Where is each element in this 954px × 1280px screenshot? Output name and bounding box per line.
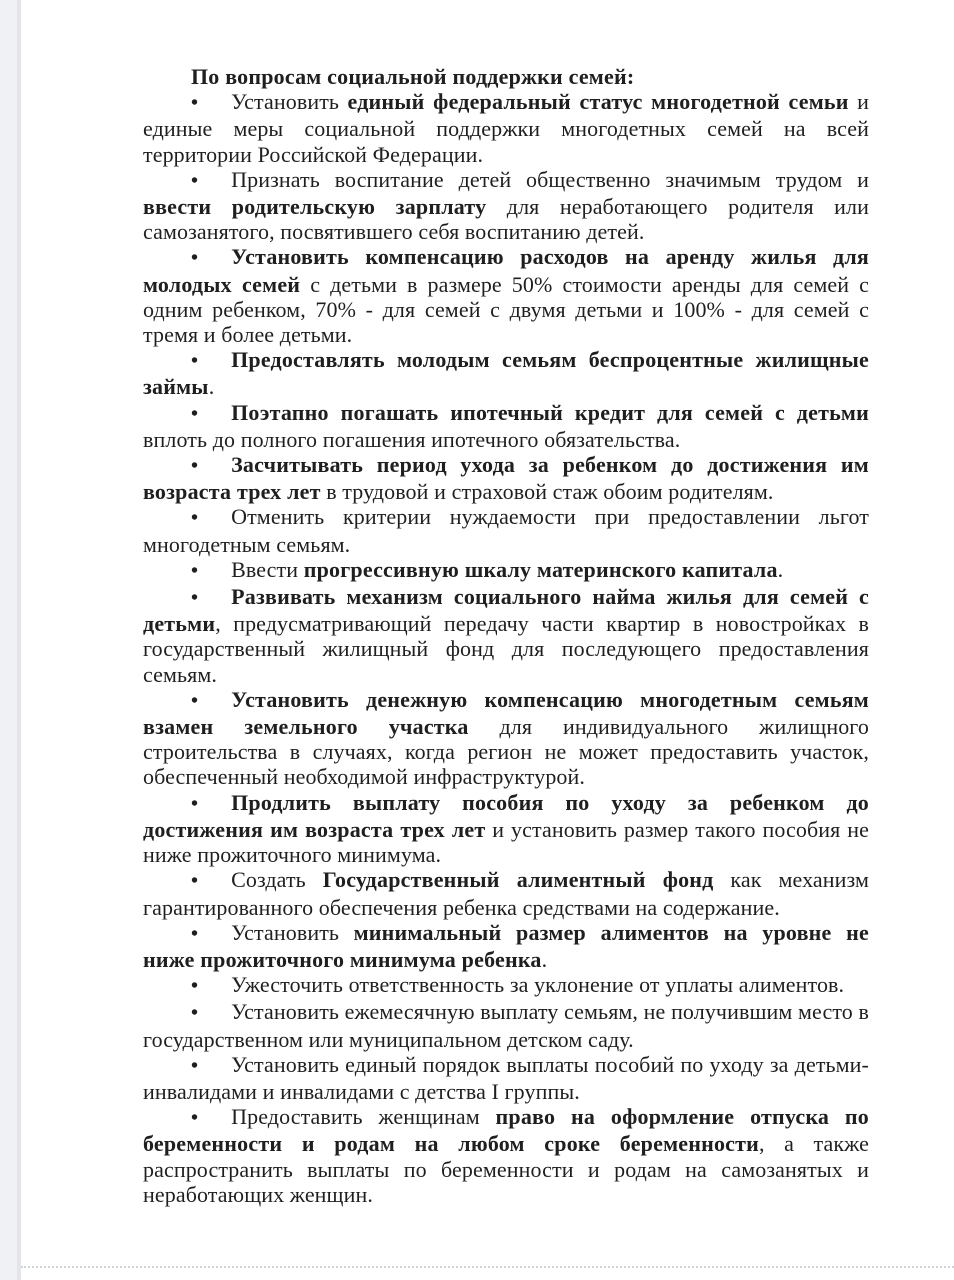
text-run: и единые меры социальной поддержки многодетных семей на всей территории Российской Федерации. <box>143 89 869 167</box>
bullet-item <box>143 920 869 972</box>
text-run: Отменить критерии нуждаемости при предоставлении льгот многодетным семьям. <box>143 504 869 557</box>
bullet-item <box>143 1104 869 1207</box>
text-run: Установить ежемесячную выплату семьям, не получившим место в государственном или муниципальном детском саду. <box>143 999 869 1052</box>
text-run: Установить <box>231 89 348 115</box>
bullet-item <box>143 347 869 399</box>
text-run: для индивидуального жилищного строительства в случаях, когда регион не может предоставить участок, обеспеченный необходимой инфраструктурой. <box>143 714 869 790</box>
text-run: . <box>541 946 548 972</box>
bullet-item <box>143 557 869 584</box>
text-run: . <box>208 374 215 400</box>
bullet-item <box>143 452 869 504</box>
text-run: как механизм гарантированного обеспечения ребенка средствами на содержание. <box>143 867 869 920</box>
text-run: в трудовой и страховой стаж обоим родителям. <box>320 479 774 505</box>
bullet-marker-icon: • <box>191 587 199 610</box>
text-run: Засчитывать период ухода за ребенком до достижения им возраста трех лет <box>143 452 869 505</box>
text-run: Создать <box>231 867 323 893</box>
text-run: Продлить выплату пособия по уходу за ребенком до достижения им возраста трех лет <box>143 789 869 842</box>
section-heading: По вопросам социальной поддержки семей: <box>191 64 635 89</box>
page-bottom-dotted-line <box>21 1266 954 1268</box>
bullet-item <box>143 687 869 790</box>
paragraph-list <box>143 89 869 1207</box>
bullet-item <box>143 790 869 868</box>
bullet-marker-icon: • <box>191 402 199 425</box>
text-run: Установить единый порядок выплаты пособий по уходу за детьми-инвалидами и инвалидами с детства I группы. <box>143 1051 869 1104</box>
bullet-marker-icon: • <box>191 870 199 893</box>
text-run: , а также распространить выплаты по беременности и родам на самозанятых и неработающих женщин. <box>143 1131 869 1207</box>
text-run: и установить размер такого пособия не ниже прожиточного минимума. <box>143 816 869 868</box>
bullet-marker-icon: • <box>191 247 199 270</box>
bullet-marker-icon: • <box>191 975 199 998</box>
document-body <box>143 64 869 1207</box>
bullet-marker-icon: • <box>191 455 199 478</box>
text-run: для неработающего родителя или самозанятого, посвятившего себя воспитанию детей. <box>143 194 869 245</box>
bullet-marker-icon: • <box>191 350 199 373</box>
text-run: минимальный размер алиментов на уровне не ниже прожиточного минимума ребенка <box>143 919 870 972</box>
text-run: Развивать механизм социального найма жилья для семей с детьми <box>143 584 869 637</box>
text-run: с детьми в размере 50% стоимости аренды для семей с одним ребенком, 70% - для семей с двумя детьми и 100% - для семей с тремя и более детьми. <box>143 271 869 348</box>
text-run: Предоставить женщинам <box>231 1104 496 1130</box>
bullet-marker-icon: • <box>191 169 199 192</box>
bullet-marker-icon: • <box>191 689 199 712</box>
text-run: Поэтапно погашать ипотечный кредит для семей с детьми <box>231 399 869 425</box>
bullet-item <box>143 89 869 167</box>
text-run: Ужесточить ответственность за уклонение от уплаты алиментов. <box>231 972 845 998</box>
text-run: Государственный алиментный фонд <box>322 867 714 893</box>
bullet-item <box>143 972 869 999</box>
bullet-item <box>143 167 869 245</box>
text-run: Установить <box>231 919 354 945</box>
bullet-item <box>143 999 869 1051</box>
bullet-marker-icon: • <box>191 1054 199 1077</box>
text-run: Ввести <box>231 556 304 582</box>
text-run: вплоть до полного погашения ипотечного обязательства. <box>143 426 681 452</box>
bullet-item <box>143 1052 869 1104</box>
page-left-edge <box>0 0 21 1280</box>
bullet-marker-icon: • <box>191 1002 199 1025</box>
bullet-item <box>143 584 869 687</box>
text-run: прогрессивную шкалу материнского капитала <box>303 556 778 582</box>
bullet-marker-icon: • <box>191 507 199 530</box>
bullet-marker-icon: • <box>191 792 199 815</box>
bullet-marker-icon: • <box>191 92 199 115</box>
bullet-item <box>143 400 869 452</box>
text-run: Установить денежную компенсацию многодетным семьям взамен земельного участка <box>143 686 869 740</box>
text-run: Признать воспитание детей общественно значимым трудом и <box>231 166 869 192</box>
text-run: единый федеральный статус многодетной семьи <box>347 89 849 115</box>
text-run: . <box>777 556 784 582</box>
bullet-marker-icon: • <box>191 1107 199 1130</box>
text-run: Установить компенсацию расходов на аренду жилья для молодых семей <box>143 244 869 297</box>
bullet-marker-icon: • <box>191 922 199 945</box>
text-run: ввести родительскую зарплату <box>143 194 487 220</box>
bullet-item <box>143 504 869 556</box>
bullet-item <box>143 244 869 347</box>
text-run: Предоставлять молодым семьям беспроцентные жилищные займы <box>143 347 869 400</box>
bullet-item <box>143 867 869 919</box>
bullet-marker-icon: • <box>191 559 199 582</box>
text-run: , предусматривающий передачу части квартир в новостройках в государственный жилищный фонд для последующего предоставления семьям. <box>143 611 869 687</box>
text-run: право на оформление отпуска по беременности и родам на любом сроке беременности <box>143 1104 870 1157</box>
